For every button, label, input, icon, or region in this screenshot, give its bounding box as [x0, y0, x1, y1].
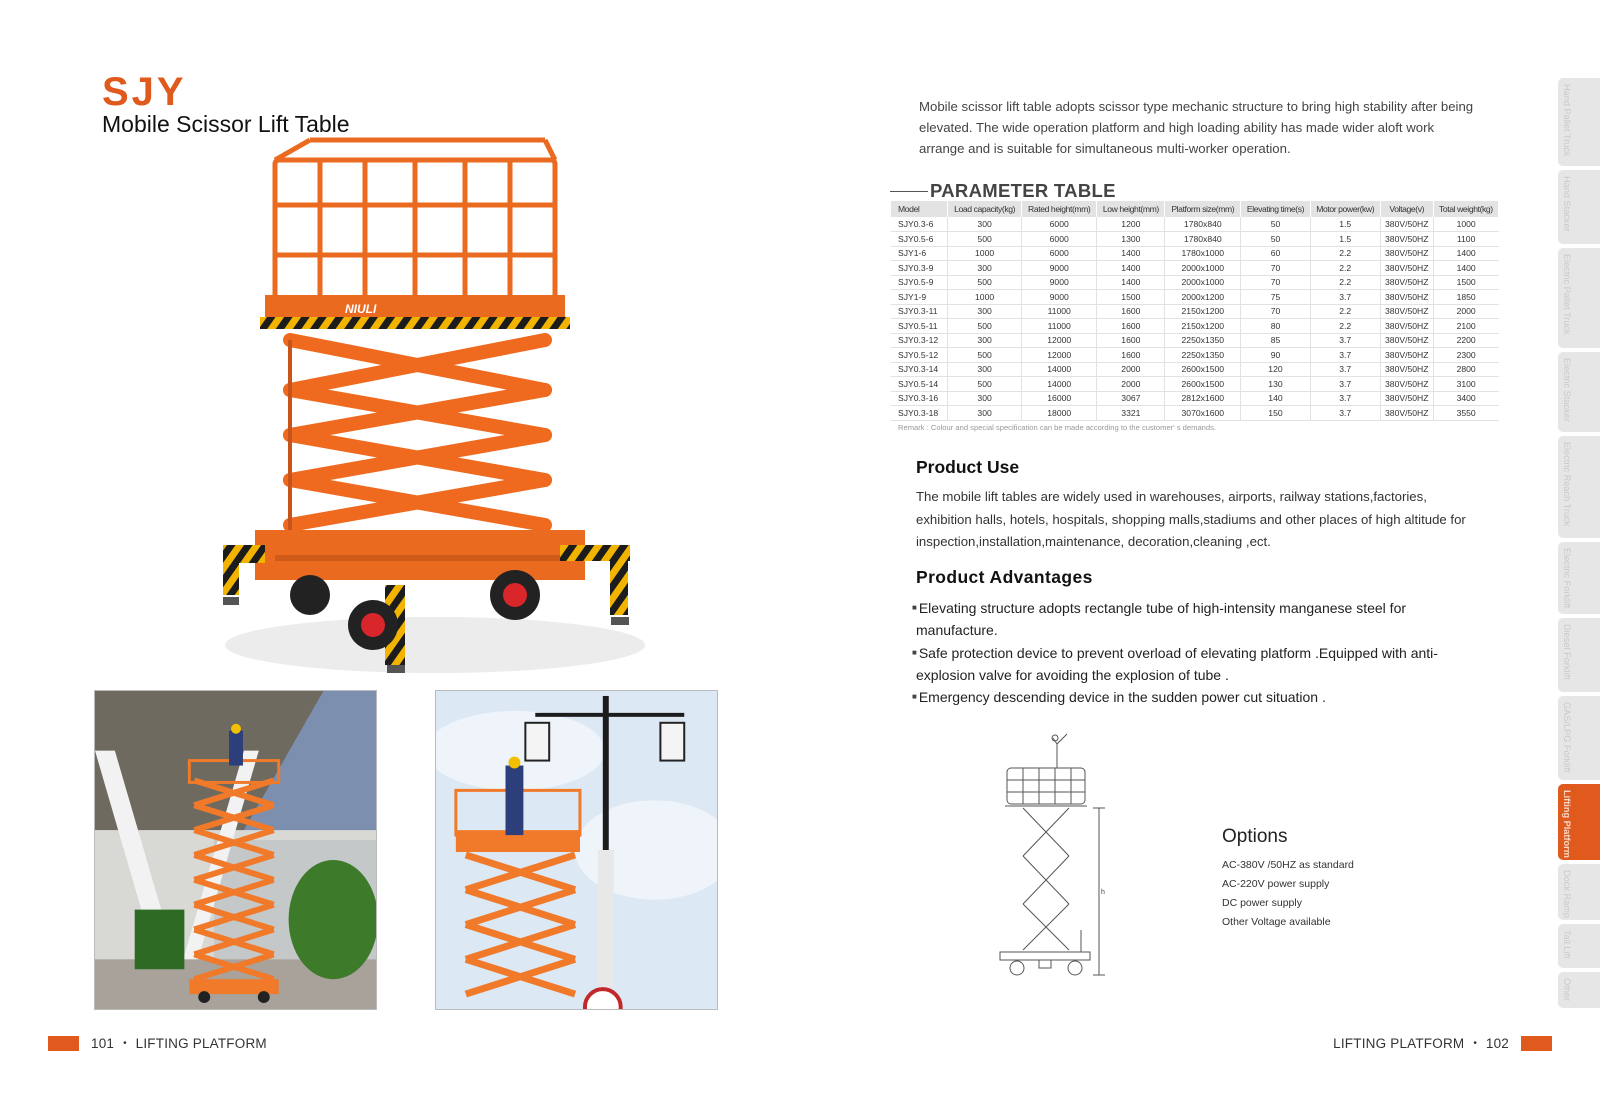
options-heading: Options — [1222, 826, 1288, 847]
table-cell: 2600x1500 — [1165, 377, 1241, 392]
table-cell: 380V/50HZ — [1380, 217, 1433, 232]
table-cell: 2.2 — [1310, 275, 1380, 290]
table-cell: 300 — [948, 304, 1022, 319]
table-cell: 380V/50HZ — [1380, 391, 1433, 406]
intro-paragraph: Mobile scissor lift table adopts scissor type mechanic structure to bring high stability after being elevated. The wide operation platform and high loading ability has made wider aloft work arrange and is suitable for simultaneous multi-worker operation. — [919, 99, 1474, 156]
table-cell: 2000x1000 — [1165, 261, 1241, 276]
category-tab[interactable] — [1558, 352, 1600, 432]
brand-logo: NIULI — [345, 302, 377, 316]
parameter-table-body — [891, 217, 1499, 420]
table-cell: 300 — [948, 406, 1022, 421]
table-cell: 1780x840 — [1165, 232, 1241, 247]
table-cell: 3.7 — [1310, 348, 1380, 363]
table-cell: SJY0.3-6 — [891, 217, 948, 232]
col-header: Voltage(v) — [1380, 201, 1433, 217]
table-cell: 2300 — [1433, 348, 1498, 363]
table-cell: 2250x1350 — [1165, 348, 1241, 363]
table-cell: 70 — [1241, 275, 1310, 290]
table-cell: 380V/50HZ — [1380, 304, 1433, 319]
table-row — [891, 391, 1499, 406]
table-cell: 300 — [948, 217, 1022, 232]
table-cell: 2000 — [1433, 304, 1498, 319]
bullet-icon: ■ — [912, 647, 917, 657]
table-cell: 3550 — [1433, 406, 1498, 421]
table-row — [891, 217, 1499, 232]
advantage-text: Emergency descending device in the sudden power cut situation . — [918, 689, 1326, 706]
table-cell: SJY1-9 — [891, 290, 948, 305]
scissor-lift-line-drawing — [995, 730, 1105, 985]
table-row — [891, 246, 1499, 261]
col-header: Platform size(mm) — [1165, 201, 1241, 217]
category-tab-label: Diesel Forklift — [1562, 624, 1572, 680]
table-cell: 1400 — [1097, 261, 1165, 276]
option-item: AC-380V /50HZ as standard — [1222, 859, 1354, 871]
table-cell: 2000 — [1097, 362, 1165, 377]
parameter-table-heading — [890, 180, 1116, 202]
table-cell: SJY0.5-6 — [891, 232, 948, 247]
table-remark: Remark : Colour and special specification can be made according to the customer' s demands. — [898, 423, 1217, 432]
table-cell: 3067 — [1097, 391, 1165, 406]
page-number-right: 102 — [1485, 1036, 1509, 1051]
table-cell: 60 — [1241, 246, 1310, 261]
category-tab[interactable] — [1558, 864, 1600, 920]
table-cell: 9000 — [1022, 290, 1097, 305]
table-row — [891, 261, 1499, 276]
table-cell: 300 — [948, 362, 1022, 377]
table-cell: 2200 — [1433, 333, 1498, 348]
table-cell: 3070x1600 — [1165, 406, 1241, 421]
col-header: Low height(mm) — [1097, 201, 1165, 217]
table-cell: 1600 — [1097, 333, 1165, 348]
table-cell: 1000 — [948, 290, 1022, 305]
table-cell: SJY0.5-12 — [891, 348, 948, 363]
product-use-text: The mobile lift tables are widely used in warehouses, airports, railway stations,factories, exhibition halls, hotels, hospitals, shopping malls,stadiums and other places of high altitude for inspection,installation,maintenance, decoration,cleaning ,ect. — [916, 489, 1466, 549]
advantage-item — [908, 642, 1468, 687]
product-advantages-heading: Product Advantages — [916, 567, 1093, 587]
table-cell: 380V/50HZ — [1380, 333, 1433, 348]
table-cell: 3.7 — [1310, 290, 1380, 305]
table-cell: 12000 — [1022, 348, 1097, 363]
table-cell: 1.5 — [1310, 232, 1380, 247]
category-tab[interactable] — [1558, 924, 1600, 968]
table-cell: 3100 — [1433, 377, 1498, 392]
height-label: h — [1101, 889, 1105, 896]
table-cell: 300 — [948, 261, 1022, 276]
table-row — [891, 333, 1499, 348]
table-cell: 2150x1200 — [1165, 304, 1241, 319]
table-cell: 1400 — [1433, 246, 1498, 261]
table-cell: 150 — [1241, 406, 1310, 421]
category-tab[interactable] — [1558, 784, 1600, 860]
table-cell: 1500 — [1097, 290, 1165, 305]
footer-separator: • — [123, 1038, 127, 1049]
table-cell: SJY1-6 — [891, 246, 948, 261]
table-cell: 3.7 — [1310, 391, 1380, 406]
table-cell: 1400 — [1097, 275, 1165, 290]
table-row — [891, 275, 1499, 290]
table-header-row — [891, 201, 1499, 217]
table-cell: 2800 — [1433, 362, 1498, 377]
table-cell: 380V/50HZ — [1380, 261, 1433, 276]
table-cell: 1850 — [1433, 290, 1498, 305]
category-tabs — [1558, 78, 1600, 1012]
table-cell: 140 — [1241, 391, 1310, 406]
table-cell: 1780x840 — [1165, 217, 1241, 232]
advantages-list — [908, 597, 1468, 708]
table-cell: 1600 — [1097, 304, 1165, 319]
table-cell: 70 — [1241, 261, 1310, 276]
table-cell: 380V/50HZ — [1380, 348, 1433, 363]
table-cell: 3400 — [1433, 391, 1498, 406]
table-cell: 50 — [1241, 232, 1310, 247]
advantage-text: Elevating structure adopts rectangle tube of high-intensity manganese steel for manufacture. — [916, 600, 1407, 639]
category-tab-label: Tail Lift — [1562, 930, 1572, 959]
footer-accent-block — [1521, 1036, 1552, 1051]
category-tab[interactable] — [1558, 618, 1600, 692]
table-cell: 85 — [1241, 333, 1310, 348]
table-cell: 2000 — [1097, 377, 1165, 392]
table-cell: 9000 — [1022, 261, 1097, 276]
table-cell: 1500 — [1433, 275, 1498, 290]
table-cell: SJY0.3-14 — [891, 362, 948, 377]
table-row — [891, 348, 1499, 363]
table-cell: 1780x1000 — [1165, 246, 1241, 261]
table-cell: 500 — [948, 319, 1022, 334]
table-cell: 6000 — [1022, 232, 1097, 247]
parameter-table-title: PARAMETER TABLE — [930, 180, 1116, 201]
product-name-title: Mobile Scissor Lift Table — [102, 111, 350, 137]
table-cell: 1300 — [1097, 232, 1165, 247]
application-photo-streetlight — [435, 690, 718, 1010]
table-cell: 2100 — [1433, 319, 1498, 334]
table-cell: 1400 — [1433, 261, 1498, 276]
category-tab[interactable] — [1558, 436, 1600, 538]
table-cell: 2000x1000 — [1165, 275, 1241, 290]
table-cell: SJY0.3-16 — [891, 391, 948, 406]
table-cell: 18000 — [1022, 406, 1097, 421]
col-header: Total weight(kg) — [1433, 201, 1498, 217]
category-tab[interactable] — [1558, 542, 1600, 614]
category-tab-label: Electric Forklift — [1562, 548, 1572, 609]
table-cell: 1600 — [1097, 319, 1165, 334]
table-cell: 1200 — [1097, 217, 1165, 232]
category-tab[interactable] — [1558, 972, 1600, 1008]
col-header: Load capacity(kg) — [948, 201, 1022, 217]
table-cell: 6000 — [1022, 246, 1097, 261]
model-code-title: SJY — [102, 70, 187, 114]
table-cell: 500 — [948, 348, 1022, 363]
category-tab-label: Dock Ramp — [1562, 870, 1572, 918]
category-tab[interactable] — [1558, 78, 1600, 166]
table-cell: 3.7 — [1310, 406, 1380, 421]
footer-accent-block — [48, 1036, 79, 1051]
table-cell: 14000 — [1022, 377, 1097, 392]
table-cell: 130 — [1241, 377, 1310, 392]
table-cell: 2.2 — [1310, 319, 1380, 334]
table-cell: 3.7 — [1310, 362, 1380, 377]
table-cell: 11000 — [1022, 304, 1097, 319]
table-cell: 1100 — [1433, 232, 1498, 247]
table-cell: 380V/50HZ — [1380, 232, 1433, 247]
table-cell: 90 — [1241, 348, 1310, 363]
scissor-lift-hero-image — [215, 135, 645, 695]
category-tab-label: Electric Stacker — [1562, 358, 1572, 422]
footer-section-left: LIFTING PLATFORM — [135, 1036, 267, 1051]
category-tab[interactable] — [1558, 170, 1600, 244]
table-cell: 11000 — [1022, 319, 1097, 334]
table-cell: 2000x1200 — [1165, 290, 1241, 305]
category-tab[interactable] — [1558, 248, 1600, 348]
table-cell: 14000 — [1022, 362, 1097, 377]
table-cell: 2812x1600 — [1165, 391, 1241, 406]
table-cell: 1000 — [948, 246, 1022, 261]
bullet-icon: ■ — [912, 603, 917, 612]
table-row — [891, 290, 1499, 305]
table-cell: SJY0.3-12 — [891, 333, 948, 348]
table-cell: 380V/50HZ — [1380, 290, 1433, 305]
table-row — [891, 406, 1499, 421]
table-cell: 380V/50HZ — [1380, 377, 1433, 392]
col-header: Elevating time(s) — [1241, 201, 1310, 217]
category-tab-label: Hand Pallet Truck — [1562, 84, 1572, 157]
table-cell: 80 — [1241, 319, 1310, 334]
table-cell: 380V/50HZ — [1380, 362, 1433, 377]
table-cell: SJY0.5-11 — [891, 319, 948, 334]
table-cell: 380V/50HZ — [1380, 246, 1433, 261]
table-cell: 2.2 — [1310, 304, 1380, 319]
table-cell: 300 — [948, 391, 1022, 406]
advantage-item — [908, 686, 1468, 708]
table-cell: SJY0.3-9 — [891, 261, 948, 276]
category-tab-label: Lifting Platform — [1562, 790, 1572, 858]
table-cell: 500 — [948, 275, 1022, 290]
table-cell: 16000 — [1022, 391, 1097, 406]
category-tab-label: Other — [1562, 978, 1572, 1001]
table-cell: 75 — [1241, 290, 1310, 305]
category-tab-label: Electric Pallet Truck — [1562, 254, 1572, 335]
table-cell: 12000 — [1022, 333, 1097, 348]
advantage-item — [908, 597, 1468, 642]
table-cell: 3.7 — [1310, 377, 1380, 392]
category-tab-label: GAS/LPG Forklift — [1562, 702, 1572, 773]
col-header: Motor power(kw) — [1310, 201, 1380, 217]
footer-left — [48, 1036, 267, 1051]
table-cell: SJY0.5-9 — [891, 275, 948, 290]
table-row — [891, 232, 1499, 247]
table-cell: 6000 — [1022, 217, 1097, 232]
table-cell: 2.2 — [1310, 246, 1380, 261]
footer-right — [1333, 1036, 1552, 1051]
col-header: Model — [891, 201, 948, 217]
footer-section-right: LIFTING PLATFORM — [1333, 1036, 1465, 1051]
table-cell: 1.5 — [1310, 217, 1380, 232]
table-cell: 70 — [1241, 304, 1310, 319]
option-item: Other Voltage available — [1222, 916, 1331, 928]
category-tab[interactable] — [1558, 696, 1600, 780]
table-cell: 380V/50HZ — [1380, 319, 1433, 334]
table-cell: 3.7 — [1310, 333, 1380, 348]
table-cell: SJY0.3-18 — [891, 406, 948, 421]
table-cell: 2600x1500 — [1165, 362, 1241, 377]
table-cell: 300 — [948, 333, 1022, 348]
application-photo-building — [94, 690, 377, 1010]
table-cell: 50 — [1241, 217, 1310, 232]
table-cell: 1400 — [1097, 246, 1165, 261]
option-item: DC power supply — [1222, 897, 1302, 909]
heading-rule — [890, 191, 928, 192]
table-cell: SJY0.3-11 — [891, 304, 948, 319]
table-cell: 2.2 — [1310, 261, 1380, 276]
table-cell: 120 — [1241, 362, 1310, 377]
table-cell: 380V/50HZ — [1380, 275, 1433, 290]
table-cell: 2250x1350 — [1165, 333, 1241, 348]
category-tab-label: Electric Reach Truck — [1562, 442, 1572, 527]
table-cell: 380V/50HZ — [1380, 406, 1433, 421]
table-row — [891, 362, 1499, 377]
option-item: AC-220V power supply — [1222, 878, 1330, 890]
advantage-text: Safe protection device to prevent overload of elevating platform .Equipped with anti-explosion valve for avoiding the explosion of tube . — [916, 644, 1438, 683]
page-number-left: 101 — [91, 1036, 115, 1051]
table-cell: 1000 — [1433, 217, 1498, 232]
table-row — [891, 304, 1499, 319]
parameter-table — [891, 201, 1499, 421]
table-cell: 500 — [948, 377, 1022, 392]
table-cell: 9000 — [1022, 275, 1097, 290]
footer-separator: • — [1473, 1038, 1477, 1049]
table-cell: 3321 — [1097, 406, 1165, 421]
bullet-icon: ■ — [912, 692, 917, 702]
category-tab-label: Hand Stacker — [1562, 176, 1572, 232]
table-row — [891, 319, 1499, 334]
table-cell: 2150x1200 — [1165, 319, 1241, 334]
table-cell: 500 — [948, 232, 1022, 247]
col-header: Rated height(mm) — [1022, 201, 1097, 217]
product-use-heading: Product Use — [916, 457, 1020, 477]
table-cell: SJY0.5-14 — [891, 377, 948, 392]
table-row — [891, 377, 1499, 392]
options-list — [1222, 856, 1354, 932]
table-cell: 1600 — [1097, 348, 1165, 363]
